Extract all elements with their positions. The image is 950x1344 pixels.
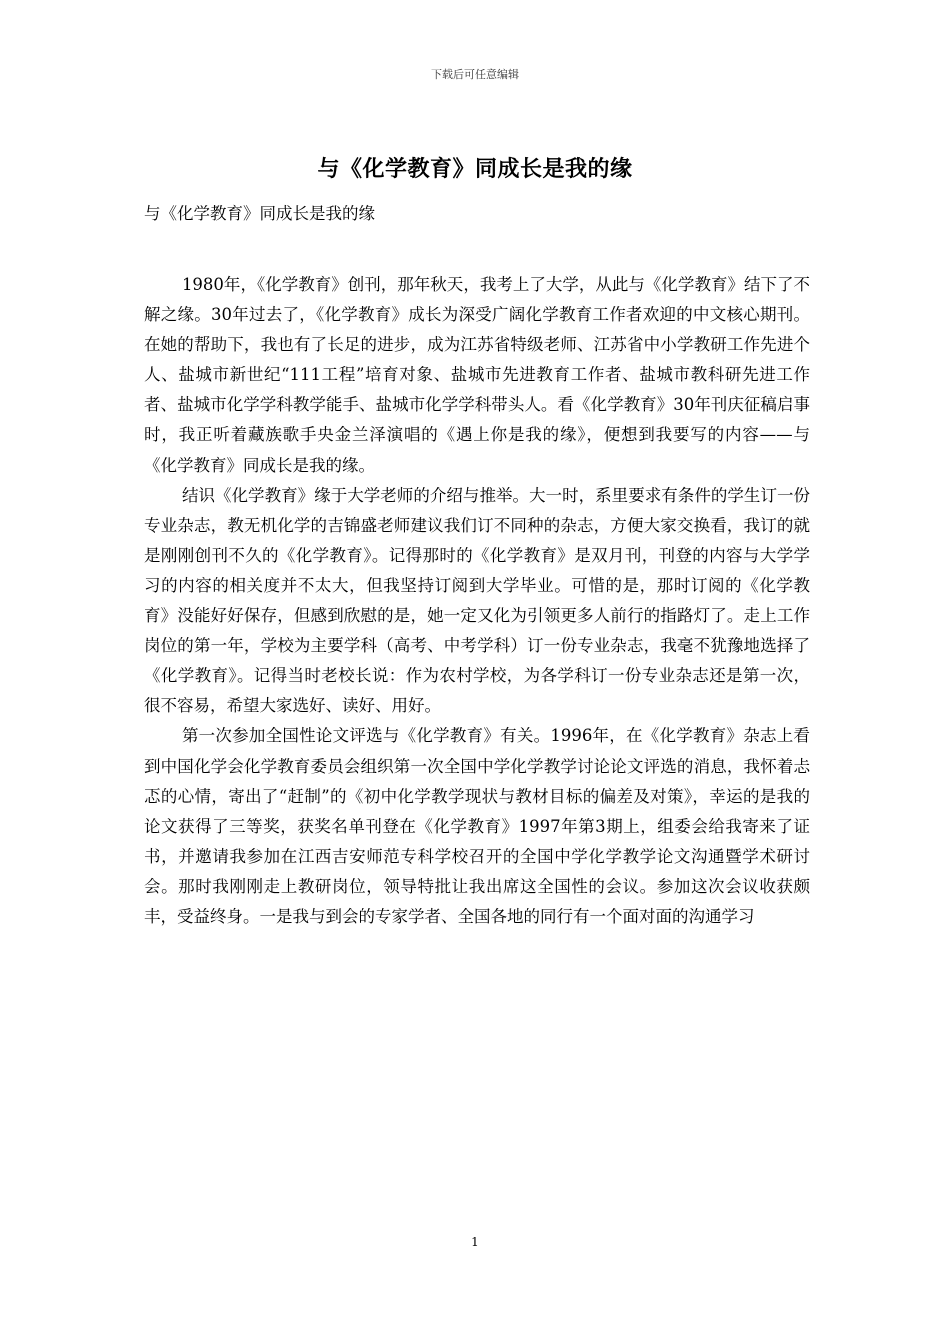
article-body [144,270,810,932]
subtitle: 与《化学教育》同成长是我的缘 [144,204,375,223]
page-title: 与《化学教育》同成长是我的缘 [317,157,633,182]
page-number: 1 [471,1235,479,1249]
paragraph-3: 第一次参加全国性论文评选与《化学教育》有关。1996年，在《化学教育》杂志上看到中国化学会化学教育委员会组织第一次全国中学化学教学讨论论文评选的消息，我怀着忐忑的心情，寄出了“赶制”的《初中化学教学现状与教材目标的偏差及对策》，幸运的是我的论文获得了三等奖，获奖名单刊登在《化学教育》1997年第3期上，组委会给我寄来了证书，并邀请我参加在江西吉安师范专科学校召开的全国中学化学教学论文沟通暨学术研讨会。那时我刚刚走上教研岗位，领导特批让我出席这全国性的会议。参加这次会议收获颇丰，受益终身。一是我与到会的专家学者、全国各地的同行有一个面对面的沟通学习 [144,726,810,926]
header-note: 下载后可任意编辑 [431,68,519,81]
paragraph-1: 1980年，《化学教育》创刊，那年秋天，我考上了大学，从此与《化学教育》结下了不解之缘。30年过去了，《化学教育》成长为深受广阔化学教育工作者欢迎的中文核心期刊。在她的帮助下，我也有了长足的进步，成为江苏省特级老师、江苏省中小学教研工作先进个人、盐城市新世纪“111工程”培育对象、盐城市先进教育工作者、盐城市教科研先进工作者、盐城市化学学科教学能手、盐城市化学学科带头人。看《化学教育》30年刊庆征稿启事时，我正听着藏族歌手央金兰泽演唱的《遇上你是我的缘》，便想到我要写的内容——与《化学教育》同成长是我的缘。 [144,275,810,475]
paragraph-2: 结识《化学教育》缘于大学老师的介绍与推举。大一时，系里要求有条件的学生订一份专业杂志，教无机化学的吉锦盛老师建议我们订不同种的杂志，方便大家交换看，我订的就是刚刚创刊不久的《化学教育》。记得那时的《化学教育》是双月刊，刊登的内容与大学学习的内容的相关度并不太大，但我坚持订阅到大学毕业。可惜的是，那时订阅的《化学教育》没能好好保存，但感到欣慰的是，她一定又化为引领更多人前行的指路灯了。走上工作岗位的第一年，学校为主要学科（高考、中考学科）订一份专业杂志，我毫不犹豫地选择了《化学教育》。记得当时老校长说：作为农村学校，为各学科订一份专业杂志还是第一次，很不容易，希望大家选好、读好、用好。 [144,485,810,716]
